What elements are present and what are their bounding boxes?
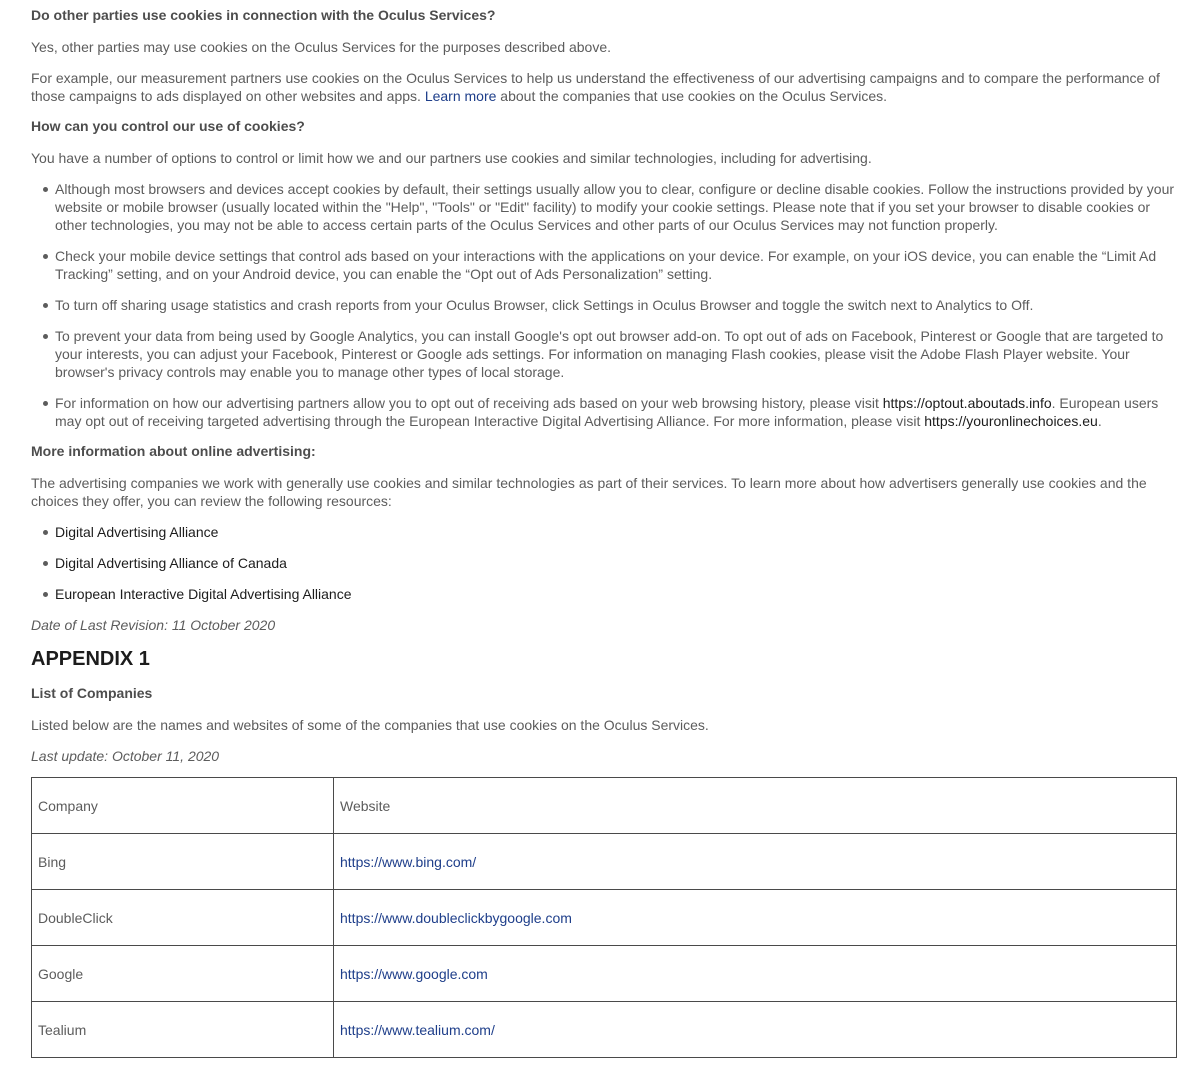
list-item xyxy=(31,240,1176,289)
resource-item[interactable] xyxy=(31,547,1176,578)
text-segment: For example, our measurement partners use cookies on the Oculus Services to help us understand the effectiveness of our advertising campaigns and to compare the performance of those campaigns to ads displayed on other websites and apps. xyxy=(31,70,1160,104)
bullet-icon xyxy=(43,530,48,535)
website-cell xyxy=(334,946,1177,1002)
list-item xyxy=(31,320,1176,387)
list-item xyxy=(31,173,1176,240)
list-item-text: To turn off sharing usage statistics and crash reports from your Oculus Browser, click Settings in Oculus Browser and toggle the switch next to Analytics to Off. xyxy=(55,297,1034,313)
list-item xyxy=(31,387,1176,436)
heading-other-parties: Do other parties use cookies in connection with the Oculus Services? xyxy=(31,7,496,23)
website-cell xyxy=(334,1002,1177,1058)
paragraph-measurement-partners xyxy=(31,62,1176,111)
resource-item[interactable] xyxy=(31,578,1176,609)
bullet-icon xyxy=(43,334,48,339)
table-header-website: Website xyxy=(334,778,1177,834)
text-segment: about the companies that use cookies on the Oculus Services. xyxy=(496,88,888,104)
table-header-row xyxy=(32,778,1177,834)
bullet-icon xyxy=(43,592,48,597)
resource-link[interactable]: Digital Advertising Alliance of Canada xyxy=(55,555,287,571)
heading-more-info: More information about online advertising: xyxy=(31,443,316,459)
bullet-icon xyxy=(43,303,48,308)
website-link[interactable]: https://www.doubleclickbygoogle.com xyxy=(340,909,572,926)
bullet-icon xyxy=(43,561,48,566)
company-cell: DoubleClick xyxy=(32,890,334,946)
text-segment: . xyxy=(1097,413,1102,429)
resource-link[interactable]: European Interactive Digital Advertising Alliance xyxy=(55,586,352,602)
website-cell xyxy=(334,834,1177,890)
table-header-company: Company xyxy=(32,778,334,834)
appendix-intro: Listed below are the names and websites of some of the companies that use cookies on the Oculus Services. xyxy=(31,717,709,733)
companies-table xyxy=(31,777,1177,1058)
text-segment: For information on how our advertising partners allow you to opt out of receiving ads based on your web browsing history, please visit xyxy=(55,395,883,411)
table-row xyxy=(32,834,1177,890)
list-item-text: Although most browsers and devices accept cookies by default, their settings usually allow you to clear, configure or decline disable cookies. Follow the instructions provided by your website or mobile browser (usually located within the "Help", "Tools" or "Edit" facility) to modify your cookie settings. Please note that if you set your browser to disable cookies or other technologies, you may not be able to access certain parts of the Oculus Services and other parts of our Oculus Services may not function properly. xyxy=(55,181,1175,233)
website-link[interactable]: https://www.google.com xyxy=(340,965,488,982)
website-cell xyxy=(334,890,1177,946)
text-segment: . European users may opt out of receiving targeted advertising through the European Interactive Digital Advertising Alliance. For more information, please visit xyxy=(55,395,1159,429)
youronlinechoices-link[interactable]: https://youronlinechoices.eu xyxy=(924,413,1098,429)
list-item-text: Check your mobile device settings that control ads based on your interactions with the applications on your device. For example, on your iOS device, you can enable the “Limit Ad Tracking” setting, and on your Android device, you can enable the “Opt out of Ads Personalization” setting. xyxy=(55,248,1157,282)
company-cell: Tealium xyxy=(32,1002,334,1058)
resource-link[interactable]: Digital Advertising Alliance xyxy=(55,524,219,540)
optout-aboutads-link[interactable]: https://optout.aboutads.info xyxy=(882,395,1052,411)
last-update: Last update: October 11, 2020 xyxy=(31,748,220,764)
appendix-subheading: List of Companies xyxy=(31,685,153,701)
resource-item[interactable] xyxy=(31,516,1176,547)
website-link[interactable]: https://www.bing.com/ xyxy=(340,853,477,870)
company-cell: Google xyxy=(32,946,334,1002)
paragraph-control-intro: You have a number of options to control or limit how we and our partners use cookies and similar technologies, including for advertising. xyxy=(31,150,872,166)
resources-list xyxy=(31,516,1176,609)
bullet-icon xyxy=(43,187,48,192)
bullet-icon xyxy=(43,401,48,406)
list-item xyxy=(31,289,1176,320)
revision-date: Date of Last Revision: 11 October 2020 xyxy=(31,617,276,633)
learn-more-link[interactable]: Learn more xyxy=(424,88,497,104)
company-cell: Bing xyxy=(32,834,334,890)
paragraph-more-info: The advertising companies we work with generally use cookies and similar technologies as part of their services. To learn more about how advertisers generally use cookies and the choices they offer, you can review the following resources: xyxy=(31,475,1147,509)
website-link[interactable]: https://www.tealium.com/ xyxy=(340,1021,495,1038)
table-row xyxy=(32,946,1177,1002)
table-row xyxy=(32,1002,1177,1058)
list-item-text: To prevent your data from being used by Google Analytics, you can install Google's opt out browser add-on. To opt out of ads on Facebook, Pinterest or Google that are targeted to your interests, you can adjust your Facebook, Pinterest or Google ads settings. For information on managing Flash cookies, please visit the Adobe Flash Player website. Your browser's privacy controls may enable you to manage other types of local storage. xyxy=(55,328,1164,380)
control-options-list xyxy=(31,173,1176,436)
table-row xyxy=(32,890,1177,946)
paragraph-other-parties: Yes, other parties may use cookies on the Oculus Services for the purposes described above. xyxy=(31,39,612,55)
appendix-title: APPENDIX 1 xyxy=(31,648,150,670)
bullet-icon xyxy=(43,254,48,259)
heading-control-cookies: How can you control our use of cookies? xyxy=(31,118,305,134)
